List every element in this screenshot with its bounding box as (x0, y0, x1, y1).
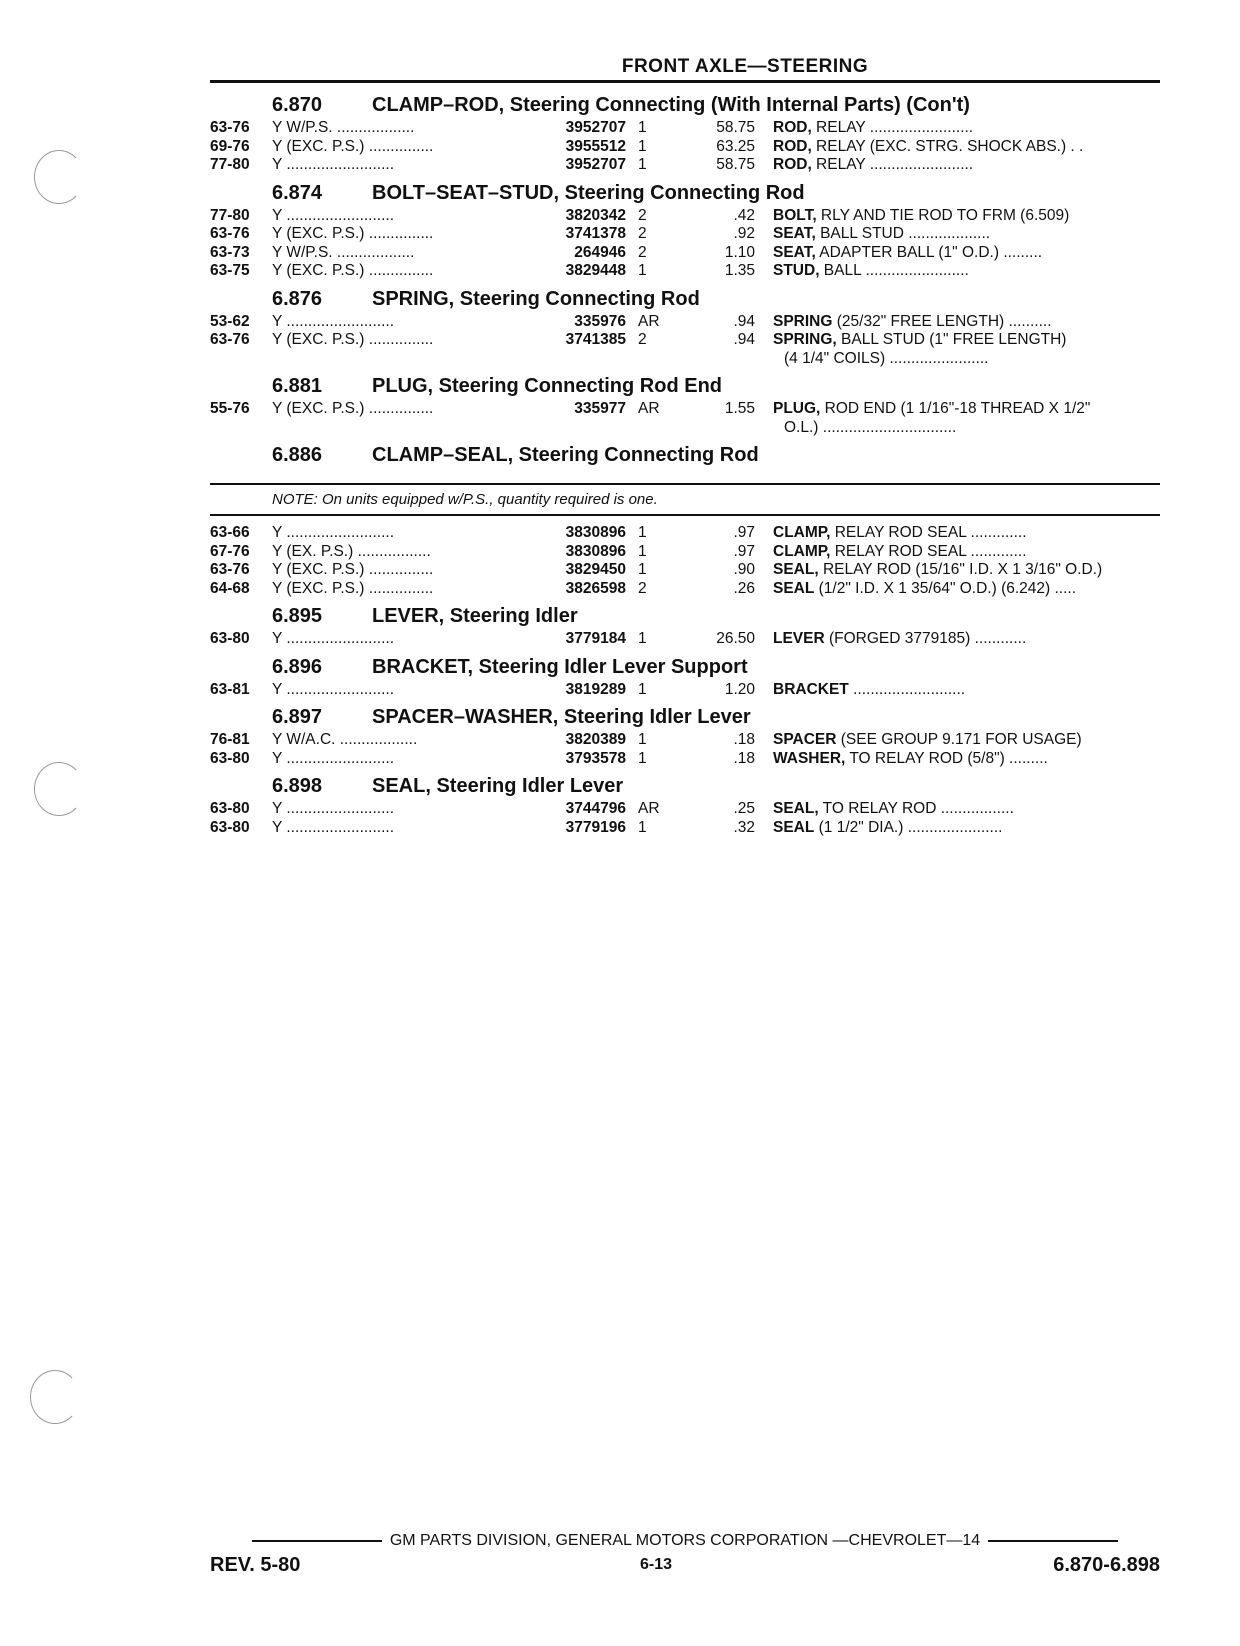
section-title: BOLT–SEAT–STUD, Steering Connecting Rod (372, 181, 805, 204)
section-title: LEVER, Steering Idler (372, 605, 578, 627)
section-number: 6.898 (272, 775, 323, 797)
description-text: ROD END (1 1/16"-18 THREAD X 1/2" (820, 400, 1091, 417)
application: Y W/P.S. .................. (272, 119, 415, 136)
page-footer (210, 1532, 1160, 1576)
catalog-page (210, 56, 1160, 841)
section-heading (210, 772, 1160, 800)
section-title: SPACER–WASHER, Steering Idler Lever (372, 706, 751, 728)
section-title: PLUG, Steering Connecting Rod End (372, 375, 722, 397)
model-years: 63-75 (210, 262, 250, 279)
price: .97 (733, 524, 755, 541)
section-spacer (210, 837, 1160, 841)
application: Y ......................... (272, 680, 395, 698)
application: Y ......................... (272, 312, 395, 330)
binder-hole-mark (30, 1370, 80, 1424)
part-row (210, 819, 1160, 838)
model-years: 63-80 (210, 818, 250, 836)
section-heading (210, 179, 1160, 207)
price: 58.75 (716, 119, 755, 136)
description-keyword: WASHER, (773, 749, 846, 767)
description (773, 244, 1168, 263)
description-text: (SEE GROUP 9.171 FOR USAGE) (836, 731, 1082, 748)
header-rule (210, 80, 1160, 83)
part-number: 3830896 (565, 542, 626, 560)
price: 1.10 (724, 243, 755, 261)
description (773, 561, 1168, 580)
description-keyword: PLUG, (773, 400, 821, 417)
description-keyword: SPRING, (773, 331, 837, 348)
price: 1.20 (724, 680, 755, 698)
description-keyword: ROD, (773, 137, 812, 155)
model-years: 63-76 (210, 561, 250, 578)
part-number: 264946 (574, 243, 626, 261)
model-years: 67-76 (210, 542, 250, 560)
description (773, 138, 1168, 157)
part-row (210, 543, 1160, 562)
section-number: 6.895 (272, 605, 323, 627)
description-keyword: LEVER (773, 630, 825, 647)
section-title: SPRING, Steering Connecting Rod (372, 287, 700, 310)
part-row (210, 331, 1160, 350)
price: .26 (733, 579, 755, 597)
part-number: 3830896 (565, 524, 626, 541)
description (773, 681, 1168, 700)
price: .18 (733, 731, 755, 748)
part-number: 3779196 (565, 818, 626, 836)
description-text: RELAY ........................ (811, 119, 974, 136)
description-text: RELAY (EXC. STRG. SHOCK ABS.) . . (811, 137, 1084, 155)
quantity: 2 (638, 225, 647, 242)
description-text: RELAY ROD (15/16" I.D. X 1 3/16" O.D.) (818, 561, 1103, 578)
section-heading (210, 285, 1160, 313)
price: 1.55 (724, 400, 755, 417)
model-years: 53-62 (210, 312, 250, 330)
description-text: TO RELAY ROD (5/8") ......... (845, 749, 1048, 767)
part-number: 3826598 (565, 579, 626, 597)
description (773, 313, 1168, 332)
description-text: BALL STUD (1" FREE LENGTH) (836, 331, 1067, 348)
section-number: 6.870 (272, 94, 323, 116)
part-number: 3741385 (565, 331, 626, 348)
quantity: 2 (638, 579, 647, 597)
quantity: 2 (638, 206, 647, 224)
application: Y (EX. P.S.) ................. (272, 542, 431, 560)
part-row (210, 138, 1160, 157)
model-years: 63-81 (210, 680, 250, 698)
part-row (210, 156, 1160, 175)
description-keyword: SEAL (773, 579, 815, 597)
price: 26.50 (716, 630, 755, 647)
application: Y (EXC. P.S.) ............... (272, 561, 434, 578)
description-text: BALL ........................ (819, 262, 969, 279)
quantity: 1 (638, 119, 647, 136)
description (773, 580, 1168, 599)
group-range: 6.870-6.898 (1053, 1554, 1160, 1576)
description-keyword: SPRING (773, 312, 833, 330)
part-number: 3829448 (565, 262, 626, 279)
quantity: 1 (638, 542, 647, 560)
description-text: (FORGED 3779185) ............ (824, 630, 1027, 647)
description-continuation (210, 419, 1160, 438)
part-row (210, 731, 1160, 750)
description-text: RELAY ROD SEAL ............. (830, 542, 1027, 560)
section-title: CLAMP–ROD, Steering Connecting (With Internal Parts) (Con't) (372, 94, 970, 116)
part-number: 3955512 (565, 137, 626, 155)
model-years: 77-80 (210, 206, 250, 224)
part-number: 335977 (574, 400, 626, 417)
description-continuation-text: (4 1/4" COILS) ....................... (784, 349, 989, 367)
price: .25 (733, 800, 755, 817)
application: Y ......................... (272, 800, 395, 817)
footer-rule-right (988, 1540, 1118, 1542)
binder-hole-mark (34, 762, 84, 816)
price: .32 (733, 818, 755, 836)
description-text: RELAY ROD SEAL ............. (830, 524, 1027, 541)
description-keyword: CLAMP, (773, 524, 831, 541)
footer-rule-left (252, 1540, 382, 1542)
price: .94 (733, 331, 755, 348)
part-number: 335976 (574, 312, 626, 330)
description-keyword: BOLT, (773, 206, 817, 224)
description-keyword: ROD, (773, 156, 812, 173)
description-keyword: SEAL (773, 818, 815, 836)
price: .92 (733, 225, 755, 242)
application: Y ......................... (272, 524, 395, 541)
price: .90 (733, 561, 755, 578)
description-keyword: SPACER (773, 731, 837, 748)
description (773, 800, 1168, 819)
quantity: 2 (638, 243, 647, 261)
section-number: 6.874 (272, 181, 323, 204)
section-heading (210, 441, 1160, 469)
price: 58.75 (716, 156, 755, 173)
part-number: 3779184 (565, 630, 626, 647)
description (773, 225, 1168, 244)
description-keyword: BRACKET (773, 680, 849, 698)
model-years: 63-76 (210, 225, 250, 242)
application: Y W/A.C. .................. (272, 731, 418, 748)
model-years: 77-80 (210, 156, 250, 173)
quantity: 1 (638, 524, 647, 541)
quantity: 1 (638, 680, 647, 698)
model-years: 63-66 (210, 524, 250, 541)
section-number: 6.876 (272, 287, 323, 310)
part-row (210, 561, 1160, 580)
part-number: 3820342 (565, 206, 626, 224)
description-text: ADAPTER BALL (1" O.D.) ......... (815, 243, 1043, 261)
section-number: 6.897 (272, 706, 323, 728)
application: Y ......................... (272, 818, 395, 836)
section-note: NOTE: On units equipped w/P.S., quantity required is one. (272, 491, 658, 508)
description-text: RELAY ........................ (811, 156, 974, 173)
part-row (210, 400, 1160, 419)
footer-publisher: GM PARTS DIVISION, GENERAL MOTORS CORPORATION —CHEVROLET—14 (389, 1532, 981, 1549)
model-years: 63-80 (210, 800, 250, 817)
binder-hole-mark (34, 150, 84, 204)
part-number: 3793578 (565, 749, 626, 767)
model-years: 63-80 (210, 630, 250, 647)
section-number: 6.881 (272, 375, 323, 397)
parts-listing (210, 91, 1160, 841)
description-text: TO RELAY ROD ................. (818, 800, 1014, 817)
application: Y (EXC. P.S.) ............... (272, 225, 434, 242)
description-text: BALL STUD ................... (815, 225, 991, 242)
part-row (210, 681, 1160, 700)
section-heading (210, 91, 1160, 119)
quantity: 1 (638, 731, 647, 748)
description (773, 331, 1168, 350)
section-heading (210, 372, 1160, 400)
revision-date: REV. 5-80 (210, 1554, 301, 1576)
description (773, 750, 1168, 769)
description-text: RLY AND TIE ROD TO FRM (6.509) (816, 206, 1070, 224)
price: .97 (733, 542, 755, 560)
description-keyword: STUD, (773, 262, 820, 279)
part-row (210, 313, 1160, 332)
model-years: 76-81 (210, 731, 250, 748)
section-number: 6.886 (272, 444, 323, 466)
part-row (210, 207, 1160, 226)
model-years: 69-76 (210, 137, 250, 155)
application: Y ......................... (272, 630, 395, 647)
part-row (210, 630, 1160, 649)
section-title: CLAMP–SEAL, Steering Connecting Rod (372, 444, 759, 466)
part-row (210, 119, 1160, 138)
description (773, 630, 1168, 649)
part-number: 3952707 (565, 156, 626, 173)
description (773, 543, 1168, 562)
description (773, 156, 1168, 175)
description (773, 819, 1168, 838)
model-years: 63-73 (210, 243, 250, 261)
part-row (210, 750, 1160, 769)
part-row (210, 524, 1160, 543)
price: .94 (733, 312, 755, 330)
description-keyword: SEAL, (773, 800, 819, 817)
application: Y ......................... (272, 156, 395, 173)
note-rule-bottom (210, 514, 1160, 516)
description (773, 400, 1168, 419)
footer-publisher-line (210, 1532, 1160, 1550)
description-continuation (210, 350, 1160, 369)
part-row (210, 262, 1160, 281)
application: Y (EXC. P.S.) ............... (272, 137, 434, 155)
part-number: 3820389 (565, 731, 626, 748)
quantity: 1 (638, 818, 647, 836)
application: Y (EXC. P.S.) ............... (272, 400, 434, 417)
description-keyword: SEAT, (773, 243, 816, 261)
part-number: 3744796 (565, 800, 626, 817)
description-text: .......................... (848, 680, 966, 698)
section-heading (210, 602, 1160, 630)
application: Y (EXC. P.S.) ............... (272, 262, 434, 279)
part-number: 3829450 (565, 561, 626, 578)
quantity: 1 (638, 156, 647, 173)
part-number: 3819289 (565, 680, 626, 698)
description (773, 119, 1168, 138)
part-row (210, 244, 1160, 263)
quantity: AR (638, 312, 660, 330)
application: Y ......................... (272, 749, 395, 767)
price: .42 (733, 206, 755, 224)
quantity: AR (638, 800, 660, 817)
price: .18 (733, 749, 755, 767)
description-continuation-text: O.L.) ............................... (784, 418, 957, 436)
quantity: 1 (638, 137, 647, 155)
part-row (210, 225, 1160, 244)
part-row (210, 800, 1160, 819)
quantity: 1 (638, 262, 647, 279)
description (773, 262, 1168, 281)
quantity: 1 (638, 561, 647, 578)
description-keyword: ROD, (773, 119, 812, 136)
price: 1.35 (724, 262, 755, 279)
application: Y W/P.S. .................. (272, 243, 415, 261)
description (773, 731, 1168, 750)
quantity: 1 (638, 749, 647, 767)
description-keyword: SEAT, (773, 225, 816, 242)
part-number: 3952707 (565, 119, 626, 136)
description-keyword: SEAL, (773, 561, 819, 578)
model-years: 63-80 (210, 749, 250, 767)
description-keyword: CLAMP, (773, 542, 831, 560)
page-number: 6-13 (640, 1556, 673, 1573)
section-title: BRACKET, Steering Idler Lever Support (372, 655, 748, 678)
model-years: 63-76 (210, 331, 250, 348)
description (773, 524, 1168, 543)
description-text: (1/2" I.D. X 1 35/64" O.D.) (6.242) ..... (814, 579, 1077, 597)
part-number: 3741378 (565, 225, 626, 242)
section-number: 6.896 (272, 655, 323, 678)
quantity: 1 (638, 630, 647, 647)
description-text: (25/32" FREE LENGTH) .......... (832, 312, 1052, 330)
quantity: AR (638, 400, 660, 417)
section-title: SEAL, Steering Idler Lever (372, 775, 624, 797)
model-years: 63-76 (210, 119, 250, 136)
application: Y (EXC. P.S.) ............... (272, 331, 434, 348)
section-heading (210, 703, 1160, 731)
part-row (210, 580, 1160, 599)
quantity: 2 (638, 331, 647, 348)
section-heading (210, 653, 1160, 681)
description (773, 207, 1168, 226)
price: 63.25 (716, 137, 755, 155)
application: Y (EXC. P.S.) ............... (272, 579, 434, 597)
model-years: 64-68 (210, 579, 250, 597)
model-years: 55-76 (210, 400, 250, 417)
description-text: (1 1/2" DIA.) ...................... (814, 818, 1003, 836)
page-header-title: FRONT AXLE—STEERING (621, 56, 869, 77)
application: Y ......................... (272, 206, 395, 224)
